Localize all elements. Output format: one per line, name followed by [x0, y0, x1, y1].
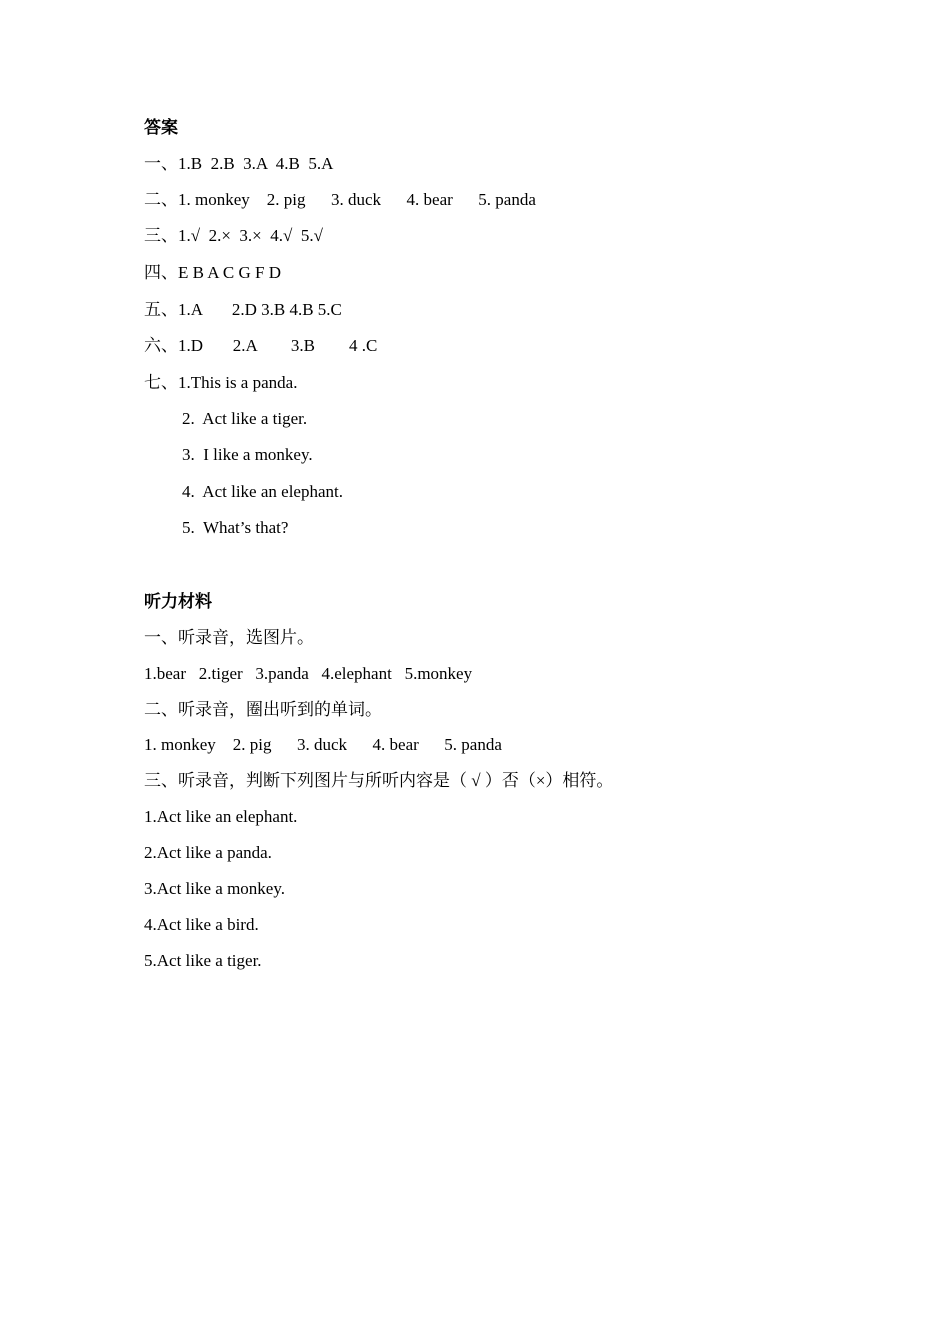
listening-line-9: 4.Act like a bird.: [144, 915, 259, 934]
answers-title: 答案: [144, 118, 178, 138]
answer-7-item-4: 4. Act like an elephant.: [182, 482, 343, 501]
listening-line-5: 三、听录音，判断下列图片与所听内容是（ √ ）否（×）相符。: [144, 771, 614, 790]
listening-line-4: 1. monkey 2. pig 3. duck 4. bear 5. panda: [144, 735, 502, 754]
listening-line-3: 二、听录音，圈出听到的单词。: [144, 700, 382, 719]
answer-line-3: 三、1.√ 2.× 3.× 4.√ 5.√: [144, 226, 323, 245]
listening-line-8: 3.Act like a monkey.: [144, 879, 285, 898]
answer-line-1: 一、1.B 2.B 3.A 4.B 5.A: [144, 154, 334, 173]
listening-line-6: 1.Act like an elephant.: [144, 807, 298, 826]
answer-line-7: 七、1.This is a panda.: [144, 373, 298, 392]
answer-7-item-3: 3. I like a monkey.: [182, 445, 313, 464]
answer-7-item-2: 2. Act like a tiger.: [182, 409, 308, 428]
listening-line-2: 1.bear 2.tiger 3.panda 4.elephant 5.monkey: [144, 664, 473, 683]
answer-line-2: 二、1. monkey 2. pig 3. duck 4. bear 5. panda: [144, 190, 536, 209]
answer-line-6: 六、1.D 2.A 3.B 4 .C: [144, 336, 378, 355]
listening-line-1: 一、听录音，选图片。: [144, 628, 314, 647]
listening-title: 听力材料: [144, 592, 212, 612]
answer-7-item-5: 5. What’s that?: [182, 518, 289, 537]
answer-line-5: 五、1.A 2.D 3.B 4.B 5.C: [144, 300, 342, 319]
answer-line-4: 四、E B A C G F D: [144, 263, 281, 282]
listening-line-7: 2.Act like a panda.: [144, 843, 272, 862]
listening-line-10: 5.Act like a tiger.: [144, 951, 262, 970]
